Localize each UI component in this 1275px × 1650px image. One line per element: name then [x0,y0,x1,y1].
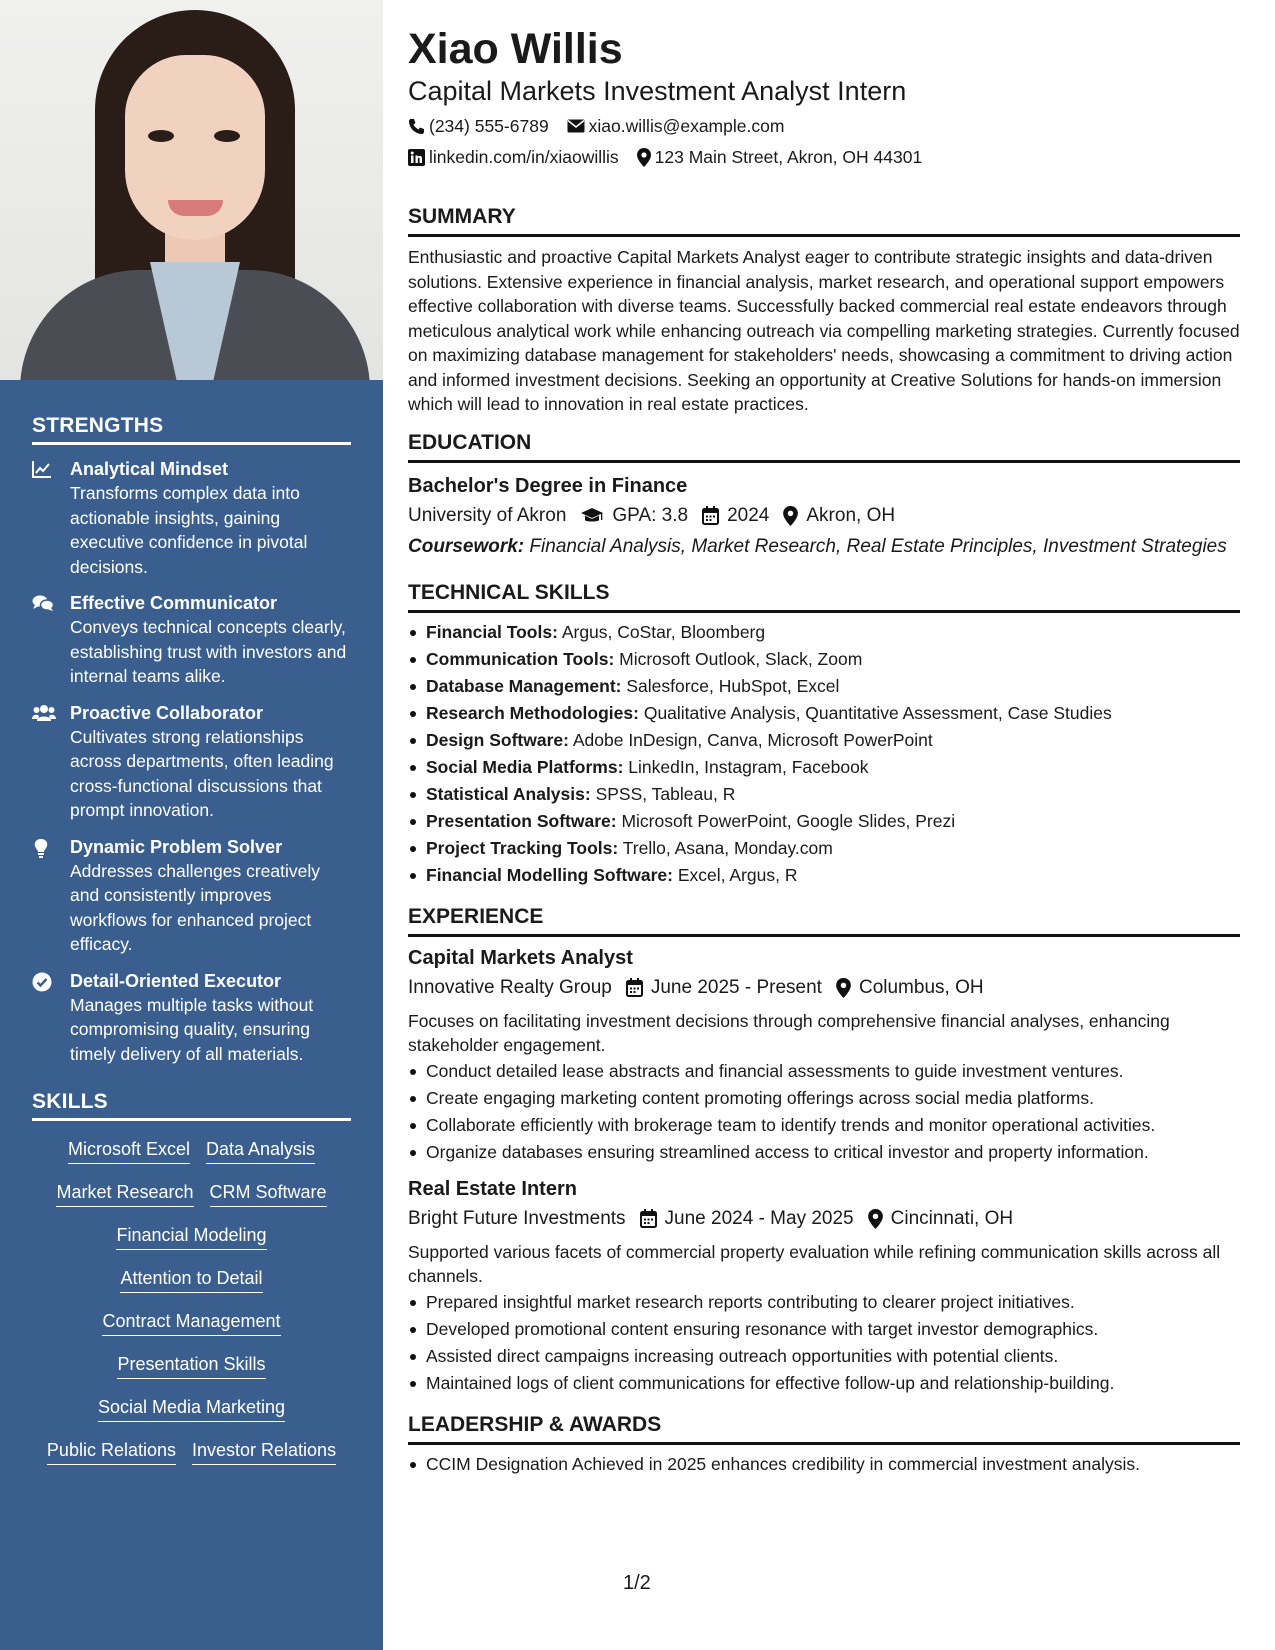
linkedin-icon [408,149,425,166]
skill-tag: Investor Relations [192,1439,336,1465]
email-link[interactable]: xiao.willis@example.com [588,116,785,136]
education-heading: EDUCATION [408,431,1240,463]
calendar-icon [640,1209,657,1228]
strength-title: Effective Communicator [70,593,278,613]
skill-tag: Financial Modeling [116,1224,266,1250]
skill-value: Microsoft Outlook, Slack, Zoom [614,648,863,669]
chart-line-icon [32,460,52,478]
skill-tag: Data Analysis [206,1138,315,1164]
awards-list [408,1451,1240,1478]
skill-value: Argus, CoStar, Bloomberg [557,621,766,642]
coursework-list: Financial Analysis, Market Research, Real Estate Principles, Investment Strategies [524,535,1227,557]
strength-item [32,701,351,823]
job-entry [408,945,1240,1166]
skill-label: Statistical Analysis: [426,783,591,804]
job-dates: June 2024 - May 2025 [664,1207,854,1229]
skill-tag: Contract Management [102,1310,280,1336]
strength-desc: Conveys technical concepts clearly, establishing trust with investors and internal teams alike. [70,617,347,686]
skill-label: Financial Modelling Software: [426,864,673,885]
skill-tag: Market Research [56,1181,193,1207]
company-name: Innovative Realty Group [408,976,612,998]
skill-tag: CRM Software [210,1181,327,1207]
summary-text: Enthusiastic and proactive Capital Markets Analyst eager to contribute strategic insights and data-driven solutions. Extensive experience in financial analysis, market research, and operational support empowers effective collaboration with diverse teams. Successfully backed commercial real estate endeavors through meticulous analytical work while enhancing outreach via compelling marketing strategies. Currently focused on maximizing database management for stakeholders' needs, showcasing a commitment to driving action and informed investment decisions. Seeking an opportunity at Creative Solutions for hands-on immersion which will lead to innovation in real estate practices. [408,247,1240,414]
strength-title: Dynamic Problem Solver [70,836,283,857]
strength-title: Detail-Oriented Executor [70,970,282,991]
list-item: Assisted direct campaigns increasing outreach opportunities with potential clients. [408,1343,1240,1370]
job-bullets [408,1289,1240,1397]
skill-value: SPSS, Tableau, R [590,783,736,804]
coursework [408,535,1240,559]
calendar-icon [702,506,719,525]
skill-value: Microsoft PowerPoint, Google Slides, Prezi [616,810,956,831]
degree-title: Bachelor's Degree in Finance [408,474,688,497]
check-circle-icon [32,972,52,992]
strength-desc: Cultivates strong relationships across departments, often leading cross-functional discussions that prompt innovation. [70,726,334,820]
skill-label: Social Media Platforms: [426,756,624,777]
list-item [408,727,1240,754]
skill-label: Database Management: [426,675,622,696]
skill-label: Financial Tools: [426,621,558,642]
job-title: Capital Markets Analyst [408,946,633,969]
strengths-heading: STRENGTHS [32,414,351,445]
comments-icon [32,594,54,612]
list-item: Organize databases ensuring streamlined access to critical investor and property information. [408,1139,1240,1166]
skill-value: Salesforce, HubSpot, Excel [621,675,840,696]
list-item [408,646,1240,673]
map-pin-icon [836,978,851,998]
page-number: 1/2 [623,1572,651,1594]
list-item [408,619,1240,646]
strength-desc: Addresses challenges creatively and consistently improves workflows for enhanced project efficacy. [70,860,320,954]
address-text: 123 Main Street, Akron, OH 44301 [654,147,923,167]
list-item: Conduct detailed lease abstracts and financial assessments to guide investment ventures. [408,1058,1240,1085]
list-item [408,862,1240,889]
graduation-cap-icon [580,507,604,525]
users-icon [32,704,56,722]
candidate-name: Xiao Willis [408,25,623,73]
list-item: Prepared insightful market research reports contributing to clearer project initiatives. [408,1289,1240,1316]
technical-skills-list [408,619,1240,889]
skills-heading: SKILLS [32,1090,351,1121]
summary-heading: SUMMARY [408,205,1240,237]
calendar-icon [626,978,643,997]
envelope-icon [567,119,585,133]
contact-row [408,114,1240,138]
skill-label: Design Software: [426,729,569,750]
skill-tag: Presentation Skills [117,1353,265,1379]
skill-tag: Social Media Marketing [98,1396,285,1422]
company-name: Bright Future Investments [408,1207,626,1229]
linkedin-link[interactable]: linkedin.com/in/xiaowillis [429,147,619,167]
skill-value: Adobe InDesign, Canva, Microsoft PowerPoint [568,729,933,750]
list-item [408,808,1240,835]
graduation-year: 2024 [727,504,770,526]
strength-item [32,457,351,579]
job-meta [408,1206,1240,1232]
skill-value: Trello, Asana, Monday.com [618,837,833,858]
strength-title: Proactive Collaborator [70,702,264,723]
skill-label: Research Methodologies: [426,702,639,723]
school-name: University of Akron [408,504,567,526]
candidate-role: Capital Markets Investment Analyst Intern [408,76,907,106]
list-item [408,835,1240,862]
strength-item [32,835,351,957]
phone-text[interactable]: (234) 555-6789 [429,116,549,136]
skill-value: Qualitative Analysis, Quantitative Assessment, Case Studies [638,702,1112,723]
gpa-text: GPA: 3.8 [612,504,689,526]
list-item: Create engaging marketing content promoting offerings across social media platforms. [408,1085,1240,1112]
job-bullets [408,1058,1240,1166]
list-item: CCIM Designation Achieved in 2025 enhances credibility in commercial investment analysis. [408,1451,1240,1478]
sidebar [0,0,383,1650]
technical-skills-heading: TECHNICAL SKILLS [408,581,1240,613]
map-pin-icon [868,1209,883,1229]
contact-row [408,145,1240,169]
profile-photo [0,0,383,380]
lightbulb-icon [32,838,50,858]
job-summary: Supported various facets of commercial property evaluation while refining communication skills across all channels. [408,1241,1221,1286]
map-pin-icon [783,506,798,526]
skill-label: Communication Tools: [426,648,615,669]
awards-heading: LEADERSHIP & AWARDS [408,1413,1240,1445]
job-meta [408,975,1240,1001]
job-summary: Focuses on facilitating investment decisions through comprehensive financial analyses, enhancing stakeholder engagement. [408,1010,1170,1055]
list-item [408,781,1240,808]
strength-item [32,969,351,1067]
coursework-label: Coursework: [408,535,525,557]
strength-item [32,591,351,689]
strength-title: Analytical Mindset [70,459,229,479]
skill-label: Presentation Software: [426,810,617,831]
skills-list [32,1138,351,1465]
list-item: Collaborate efficiently with brokerage team to identify trends and monitor operational activities. [408,1112,1240,1139]
skill-value: LinkedIn, Instagram, Facebook [623,756,869,777]
job-title: Real Estate Intern [408,1177,577,1200]
phone-icon [408,118,425,135]
skill-value: Excel, Argus, R [672,864,798,885]
list-item [408,700,1240,727]
list-item [408,754,1240,781]
list-item: Maintained logs of client communications for effective follow-up and relationship-building. [408,1370,1240,1397]
job-location: Columbus, OH [858,976,984,998]
job-dates: June 2025 - Present [650,976,822,998]
job-location: Cincinnati, OH [890,1207,1014,1229]
strength-desc: Manages multiple tasks without compromising quality, ensuring timely delivery of all materials. [70,994,314,1064]
main-content [408,0,1240,1478]
education-meta [408,503,1240,529]
skill-tag: Attention to Detail [120,1267,262,1293]
list-item [408,673,1240,700]
job-entry [408,1176,1240,1397]
skill-label: Project Tracking Tools: [426,837,619,858]
strength-desc: Transforms complex data into actionable insights, gaining executive confidence in pivotal decisions. [70,483,308,577]
map-pin-icon [637,148,651,167]
skill-tag: Microsoft Excel [68,1138,190,1164]
experience-heading: EXPERIENCE [408,905,1240,937]
list-item: Developed promotional content ensuring resonance with target investor demographics. [408,1316,1240,1343]
skill-tag: Public Relations [47,1439,176,1465]
school-location: Akron, OH [806,504,896,526]
